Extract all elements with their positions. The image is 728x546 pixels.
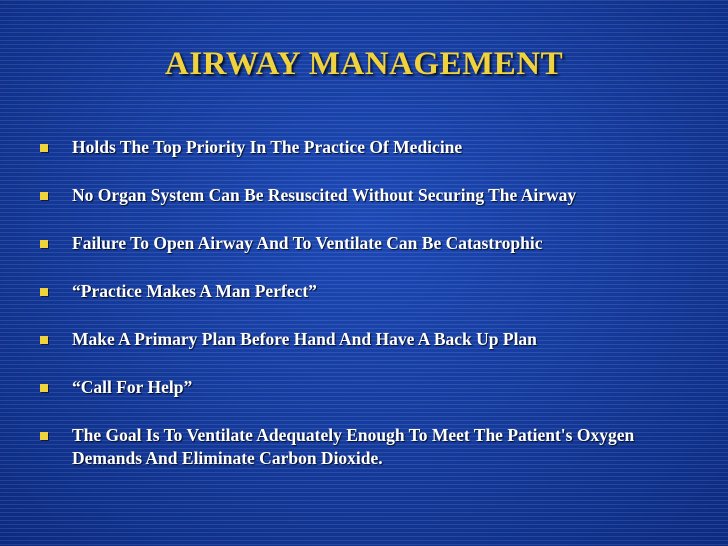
square-bullet-icon <box>40 144 48 152</box>
bullet-text: Failure To Open Airway And To Ventilate Can Be Catastrophic <box>72 233 543 253</box>
bullet-item <box>38 424 698 470</box>
square-bullet-icon <box>40 336 48 344</box>
bullet-text: “Call For Help” <box>72 377 193 397</box>
bullet-text: Make A Primary Plan Before Hand And Have A Back Up Plan <box>72 329 537 349</box>
bullet-text: Holds The Top Priority In The Practice Of Medicine <box>72 137 463 157</box>
slide-title: AIRWAY MANAGEMENT <box>164 46 564 82</box>
bullet-text: “Practice Makes A Man Perfect” <box>72 281 317 301</box>
bullet-item <box>38 280 698 303</box>
square-bullet-icon <box>40 384 48 392</box>
bullet-text: The Goal Is To Ventilate Adequately Enough To Meet The Patient's Oxygen Demands And Eliminate Carbon Dioxide. <box>72 425 635 468</box>
bullet-item <box>38 376 698 399</box>
square-bullet-icon <box>40 192 48 200</box>
square-bullet-icon <box>40 432 48 440</box>
bullet-item <box>38 328 698 351</box>
bullet-item <box>38 136 698 159</box>
bullet-item <box>38 232 698 255</box>
square-bullet-icon <box>40 288 48 296</box>
square-bullet-icon <box>40 240 48 248</box>
bullet-text: No Organ System Can Be Resuscited Without Securing The Airway <box>72 185 577 205</box>
bullet-list <box>38 136 698 495</box>
bullet-item <box>38 184 698 207</box>
